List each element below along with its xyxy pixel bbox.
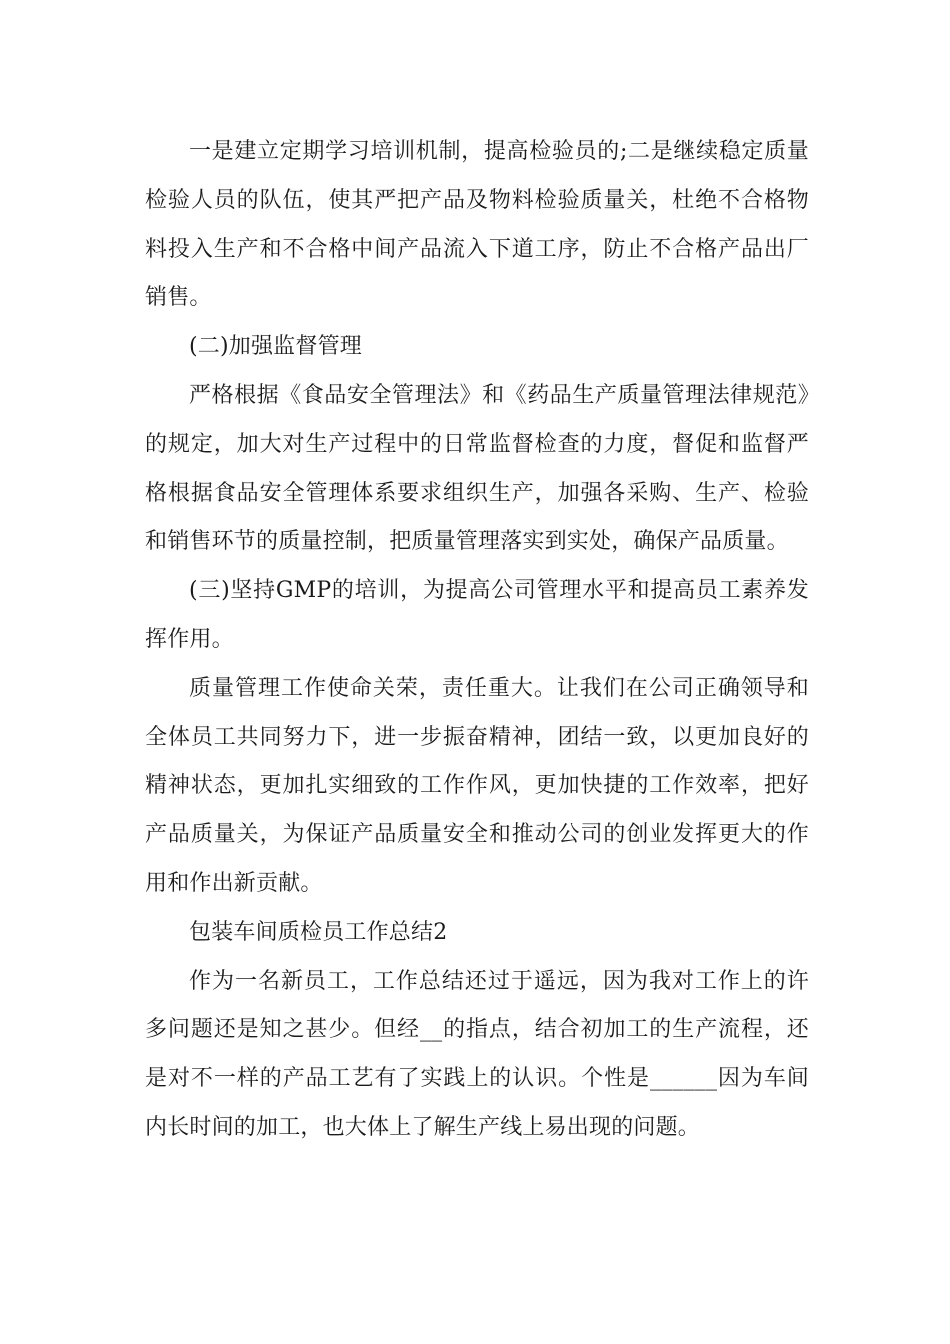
paragraph-training: 一是建立定期学习培训机制，提高检验员的;二是继续稳定质量检验人员的队伍，使其严把产品及物料检验质量关，杜绝不合格物料投入生产和不合格中间产品流入下道工序，防止不合格产品出厂销售。 [145,139,809,311]
paragraph-mission: 质量管理工作使命关荣，责任重大。让我们在公司正确领导和全体员工共同努力下，进一步振奋精神，团结一致，以更加良好的精神状态，更加扎实细致的工作作风，更加快捷的工作效率，把好产品质量关，为保证产品质量安全和推动公司的创业发挥更大的作用和作出新贡献。 [145,675,809,896]
heading-supervision: (二)加强监督管理 [189,334,362,360]
paragraph-new-employee: 作为一名新员工，工作总结还过于遥远，因为我对工作上的许多问题还是知之甚少。但经__的指点，结合初加工的生产流程，还是对不一样的产品工艺有了实践上的认识。个性是______因为车间内长时间的加工，也大体上了解生产线上易出现的问题。 [145,968,809,1140]
paragraph-supervision: 严格根据《食品安全管理法》和《药品生产质量管理法律规范》的规定，加大对生产过程中的日常监督检查的力度，督促和监督严格根据食品安全管理体系要求组织生产，加强各采购、生产、检验和销售环节的质量控制，把质量管理落实到实处，确保产品质量。 [145,382,809,555]
document-body [145,128,809,1153]
heading-gmp-training: (三)坚持GMP的培训，为提高公司管理水平和提高员工素养发挥作用。 [145,578,809,652]
section-title-summary-2: 包装车间质检员工作总结2 [189,919,448,945]
